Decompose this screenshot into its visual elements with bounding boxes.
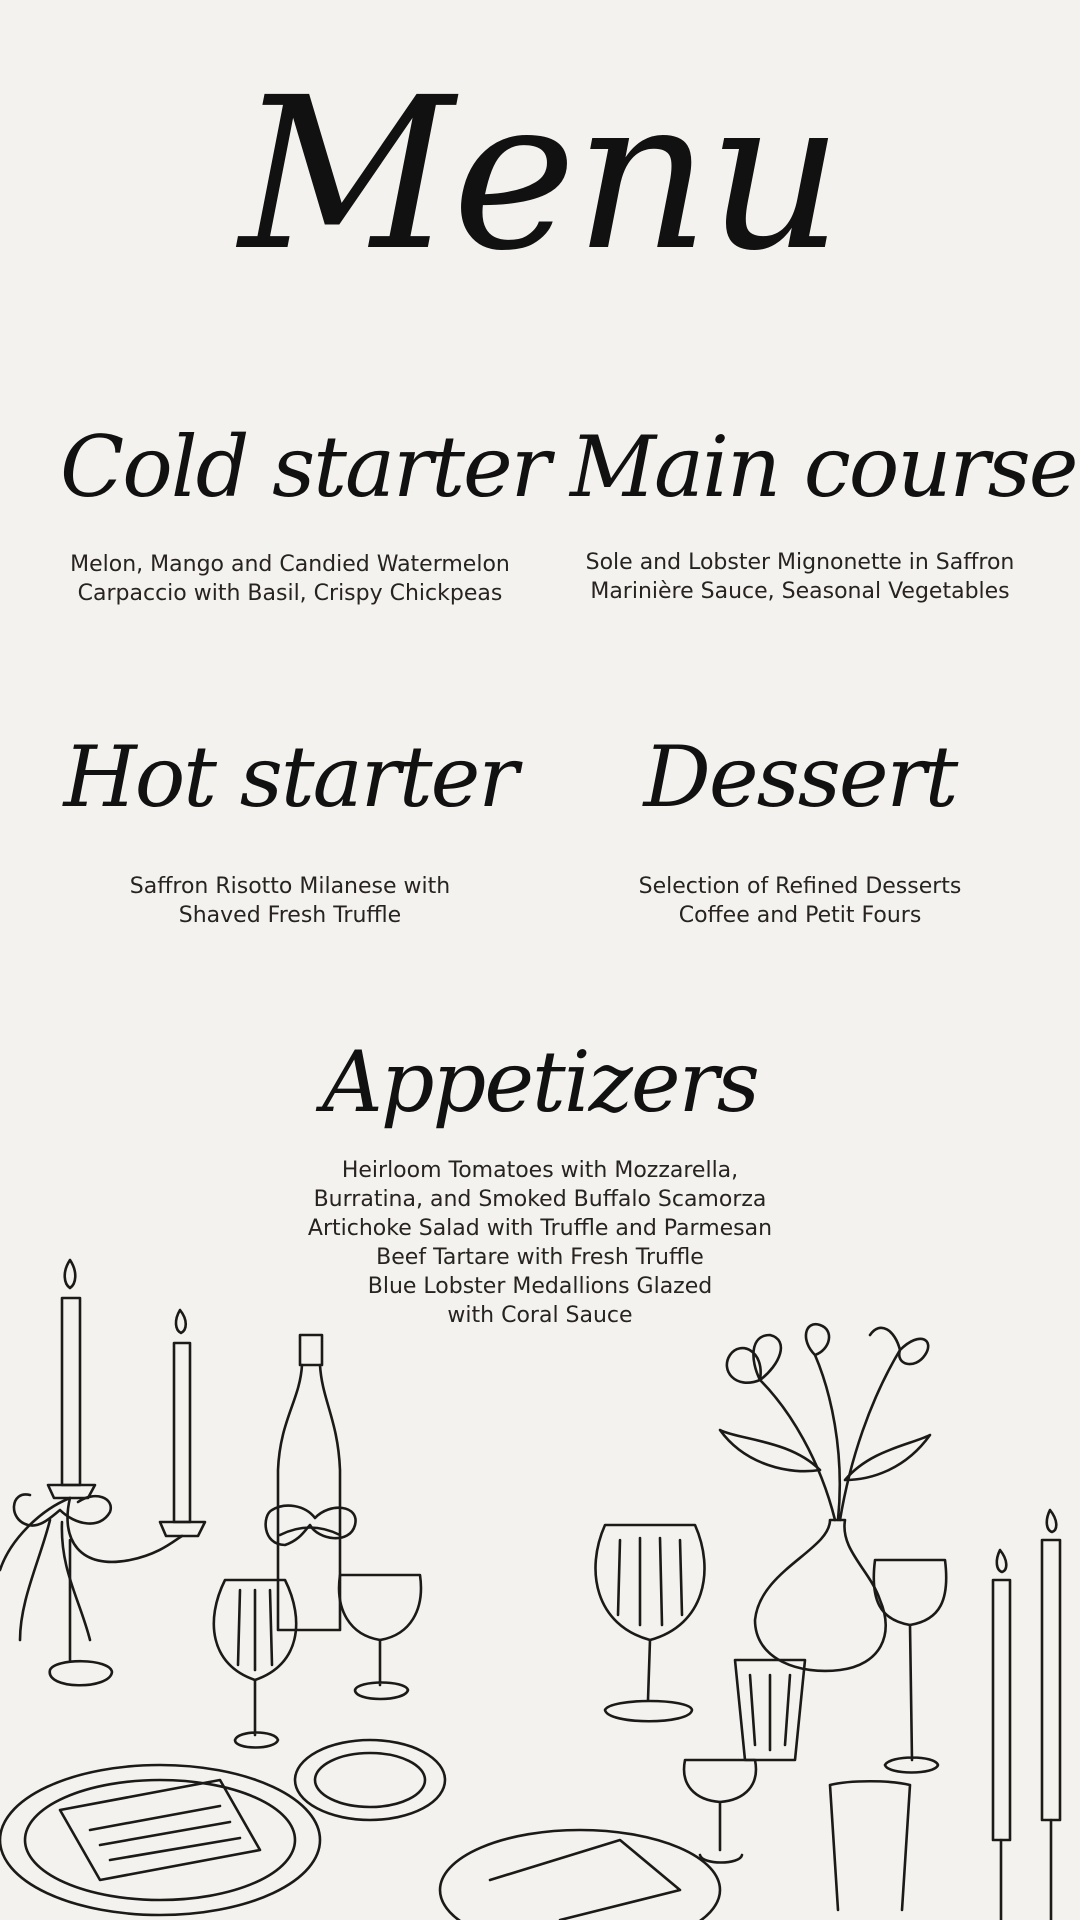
- menu-line: Marinière Sauce, Seasonal Vegetables: [590, 579, 1010, 604]
- menu-line: with Coral Sauce: [447, 1303, 633, 1328]
- main-course-description: [570, 548, 1030, 606]
- menu-line: Coffee and Petit Fours: [678, 903, 922, 928]
- menu-line: Blue Lobster Medallions Glazed: [367, 1274, 713, 1299]
- appetizers-heading: Appetizers: [322, 1033, 758, 1131]
- glass-icon: [684, 1560, 946, 1910]
- menu-title: Menu: [239, 52, 841, 297]
- menu-line: Melon, Mango and Candied Watermelon: [70, 552, 510, 577]
- main-course-heading: Main course: [570, 418, 1077, 516]
- menu-line: Burratina, and Smoked Buffalo Scamorza: [313, 1187, 767, 1212]
- plate-icon: [0, 1740, 720, 1920]
- flower-vase-icon: [720, 1324, 930, 1671]
- dessert-heading: Dessert: [643, 728, 957, 826]
- menu-line: Sole and Lobster Mignonette in Saffron: [585, 550, 1015, 575]
- candle-icon: [993, 1510, 1060, 1920]
- menu-line: Saffron Risotto Milanese with: [129, 874, 451, 899]
- hot-starter-heading: Hot starter: [63, 728, 517, 826]
- goblet-icon: [214, 1525, 705, 1748]
- menu-line: Selection of Refined Desserts: [638, 874, 962, 899]
- menu-line: Beef Tartare with Fresh Truffle: [376, 1245, 704, 1270]
- hot-starter-description: [60, 872, 520, 930]
- cold-starter-description: [60, 550, 520, 608]
- dessert-description: [570, 872, 1030, 930]
- menu-line: Carpaccio with Basil, Crispy Chickpeas: [77, 581, 503, 606]
- candelabra-icon: [0, 1260, 205, 1685]
- bottle-icon: [266, 1335, 356, 1630]
- menu-line: Shaved Fresh Truffle: [178, 903, 402, 928]
- cold-starter-heading: Cold starter: [60, 418, 549, 516]
- menu-line: Heirloom Tomatoes with Mozzarella,: [341, 1158, 739, 1183]
- dinner-table-illustration: [0, 1240, 1080, 1920]
- menu-line: Artichoke Salad with Truffle and Parmesan: [307, 1216, 773, 1241]
